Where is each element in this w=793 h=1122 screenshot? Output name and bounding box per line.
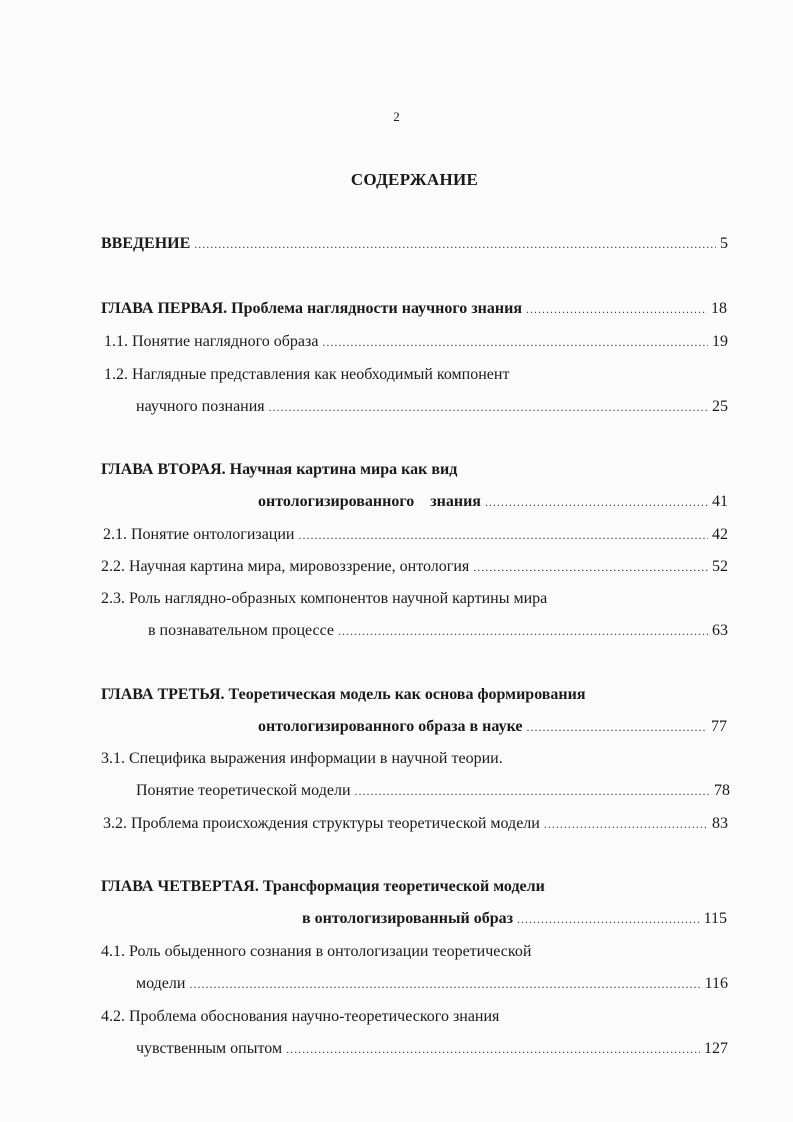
- toc-entry-chapter-4: [302, 908, 727, 930]
- dot-leader: [526, 298, 707, 320]
- entry-page: 5: [720, 235, 728, 252]
- entry-page: 25: [712, 398, 728, 415]
- dot-leader: [544, 813, 708, 835]
- entry-label: научного познания: [136, 398, 265, 415]
- dot-leader: [189, 973, 700, 995]
- toc-entry-chapter-2-line-1: ГЛАВА ВТОРАЯ. Научная картина мира как вид: [101, 461, 458, 478]
- toc-entry-section-2-1: [103, 524, 728, 546]
- toc-entry-section-4-2: [136, 1038, 728, 1060]
- toc-entry-chapter-2: [258, 491, 728, 513]
- entry-label: ВВЕДЕНИЕ: [101, 235, 191, 252]
- entry-label: онтологизированного образа в науке: [258, 718, 523, 735]
- toc-entry-introduction: [101, 233, 728, 255]
- toc-entry-section-3-1-line-1: 3.1. Специфика выражения информации в научной теории.: [101, 750, 503, 767]
- dot-leader: [298, 524, 708, 546]
- toc-entry-section-4-2-line-1: 4.2. Проблема обоснования научно-теоретического знания: [101, 1008, 500, 1025]
- entry-page: 41: [712, 493, 728, 510]
- dot-leader: [286, 1038, 700, 1060]
- page-number: 2: [393, 109, 400, 124]
- toc-entry-chapter-3: [258, 716, 727, 738]
- entry-page: 52: [712, 558, 728, 575]
- toc-title: СОДЕРЖАНИЕ: [350, 170, 479, 189]
- entry-page: 78: [714, 782, 730, 799]
- toc-entry-chapter-4-line-1: ГЛАВА ЧЕТВЕРТАЯ. Трансформация теоретической модели: [101, 878, 545, 895]
- toc-entry-section-1-2: [136, 396, 728, 418]
- toc-entry-section-3-2: [103, 813, 728, 835]
- entry-page: 127: [704, 1040, 728, 1057]
- entry-page: 116: [704, 975, 728, 992]
- entry-label: 2.1. Понятие онтологизации: [103, 526, 295, 543]
- entry-page: 63: [712, 622, 728, 639]
- toc-entry-chapter-3-line-1: ГЛАВА ТРЕТЬЯ. Теоретическая модель как основа формирования: [101, 686, 586, 703]
- dot-leader: [269, 396, 708, 418]
- entry-page: 77: [711, 718, 727, 735]
- dot-leader: [355, 780, 710, 802]
- entry-label: 2.2. Научная картина мира, мировоззрение, онтология: [101, 558, 470, 575]
- toc-entry-chapter-1: [101, 298, 727, 320]
- entry-label: 1.1. Понятие наглядного образа: [104, 333, 319, 350]
- entry-label: в онтологизированный образ: [302, 910, 514, 927]
- toc-entry-section-2-3-line-1: 2.3. Роль наглядно-образных компонентов научной картины мира: [101, 590, 548, 607]
- dot-leader: [194, 233, 716, 255]
- entry-label: модели: [136, 975, 186, 992]
- entry-page: 19: [712, 333, 728, 350]
- entry-page: 18: [711, 300, 727, 317]
- toc-entry-section-2-3: [148, 620, 728, 642]
- entry-label: ГЛАВА ПЕРВАЯ. Проблема наглядности научного знания: [101, 300, 522, 317]
- dot-leader: [338, 620, 708, 642]
- entry-page: 83: [712, 815, 728, 832]
- toc-entry-section-3-1: [136, 780, 730, 802]
- entry-label: онтологизированного знания: [258, 493, 481, 510]
- toc-entry-section-4-1: [136, 973, 728, 995]
- dot-leader: [485, 491, 708, 513]
- dot-leader: [473, 556, 708, 578]
- entry-label: 3.2. Проблема происхождения структуры теоретической модели: [103, 815, 540, 832]
- dot-leader: [322, 331, 708, 353]
- entry-label: чувственным опытом: [136, 1040, 283, 1057]
- toc-entry-section-2-2: [101, 556, 728, 578]
- dot-leader: [517, 908, 700, 930]
- entry-page: 115: [703, 910, 727, 927]
- toc-entry-section-1-1: [104, 331, 728, 353]
- entry-label: в познавательном процессе: [148, 622, 335, 639]
- entry-label: Понятие теоретической модели: [136, 782, 351, 799]
- toc-entry-section-4-1-line-1: 4.1. Роль обыденного сознания в онтологизации теоретической: [101, 943, 532, 960]
- toc-entry-section-1-2-line-1: 1.2. Наглядные представления как необходимый компонент: [104, 366, 510, 383]
- entry-page: 42: [712, 526, 728, 543]
- dot-leader: [527, 716, 707, 738]
